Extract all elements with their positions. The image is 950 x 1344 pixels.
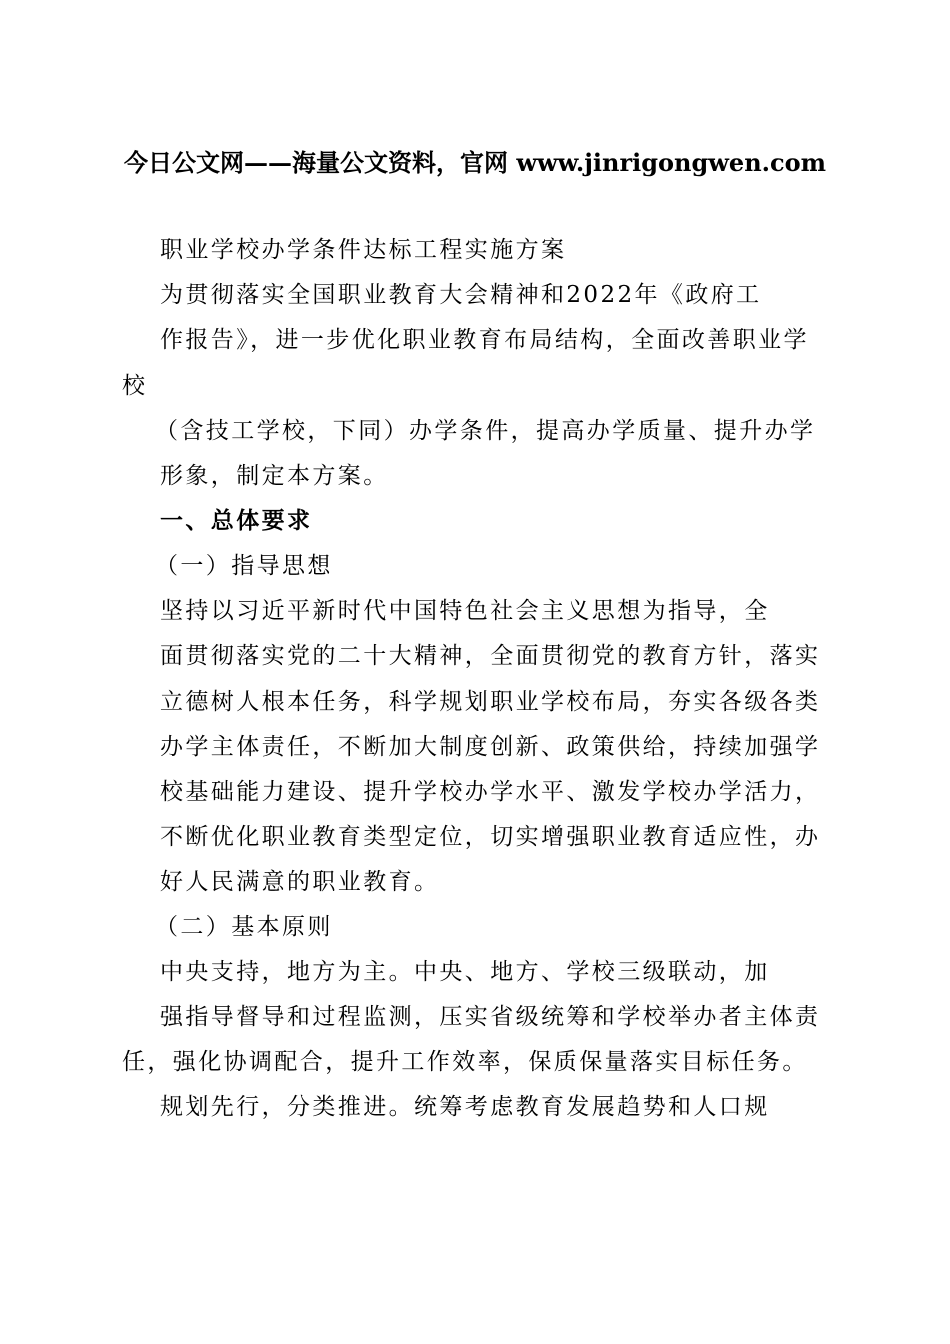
subsection-heading-1: （一）指导思想	[155, 553, 333, 579]
intro-line-5: 形象，制定本方案。	[160, 463, 389, 489]
intro-line-4: （含技工学校，下同）办学条件，提高办学质量、提升办学	[155, 418, 816, 444]
subsection-heading-2: （二）基本原则	[155, 914, 333, 940]
principle-line-6: 不断优化职业教育类型定位，切实增强职业教育适应性，办	[160, 824, 821, 850]
principle-line-3: 立德树人根本任务，科学规划职业学校布局，夯实各级各类	[160, 689, 821, 715]
document-title: 职业学校办学条件达标工程实施方案	[160, 237, 567, 263]
basic-principle-line-4: 规划先行，分类推进。统筹考虑教育发展趋势和人口规	[160, 1094, 770, 1120]
principle-line-7: 好人民满意的职业教育。	[160, 869, 440, 895]
basic-principle-line-1: 中央支持，地方为主。中央、地方、学校三级联动，加	[160, 959, 770, 985]
principle-line-5: 校基础能力建设、提升学校办学水平、激发学校办学活力，	[160, 779, 821, 805]
intro-line-2: 作报告》，进一步优化职业教育布局结构，全面改善职业学	[160, 327, 809, 353]
principle-line-4: 办学主体责任，不断加大制度创新、政策供给，持续加强学	[160, 734, 821, 760]
basic-principle-line-3: 任，强化协调配合，提升工作效率，保质保量落实目标任务。	[122, 1049, 808, 1075]
section-heading-1: 一、总体要求	[160, 507, 313, 534]
site-banner: 今日公文网——海量公文资料，官网 www.jinrigongwen.com	[123, 148, 827, 177]
principle-line-1: 坚持以习近平新时代中国特色社会主义思想为指导，全	[160, 598, 770, 624]
intro-line-1: 为贯彻落实全国职业教育大会精神和2022年《政府工	[160, 282, 762, 308]
intro-line-3: 校	[122, 373, 148, 399]
basic-principle-line-2: 强指导督导和过程监测，压实省级统筹和学校举办者主体责	[160, 1004, 821, 1030]
principle-line-2: 面贯彻落实党的二十大精神，全面贯彻党的教育方针，落实	[160, 643, 821, 669]
